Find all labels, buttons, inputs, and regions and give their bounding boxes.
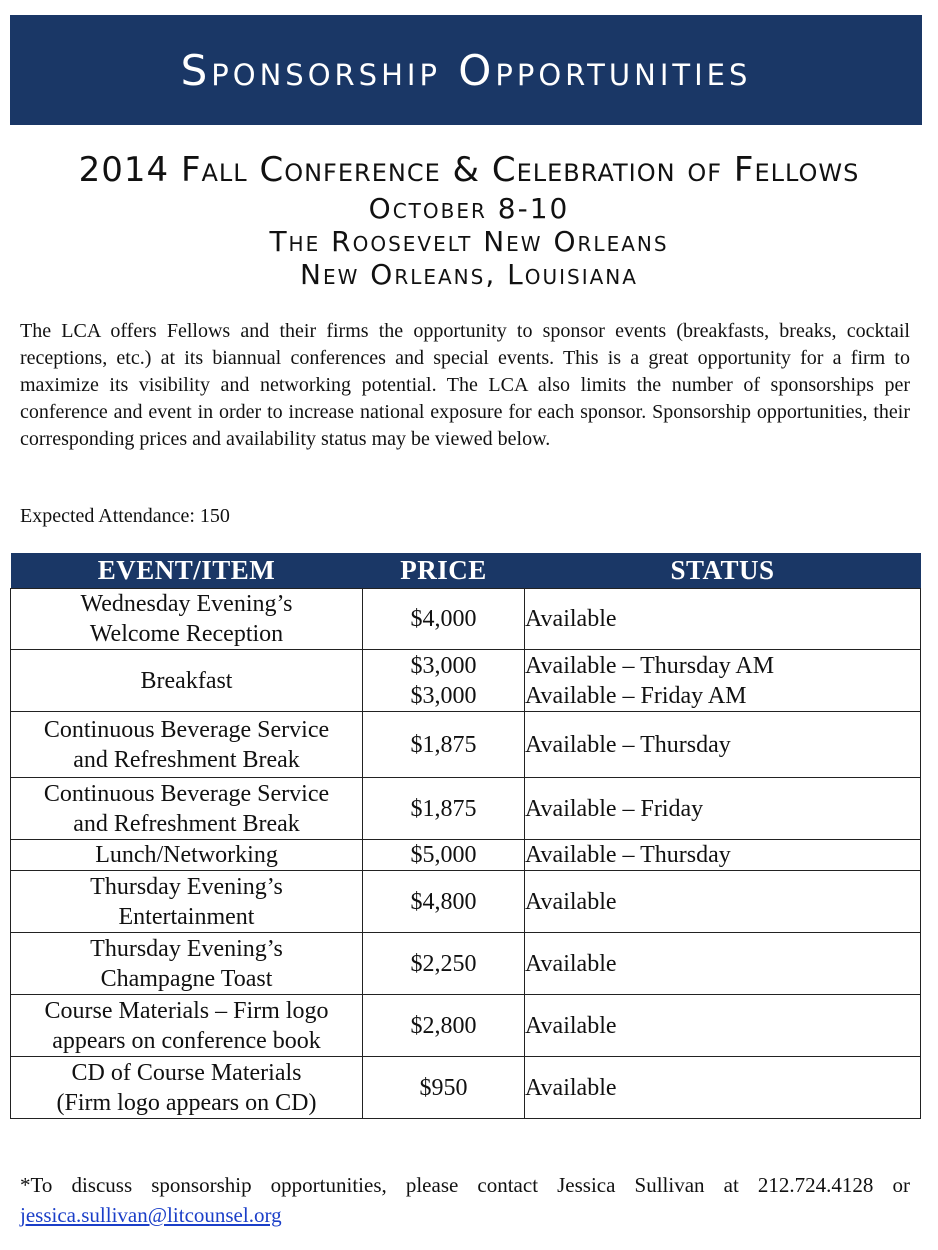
price-text: $4,000	[410, 606, 477, 632]
contact-email-line	[20, 1200, 282, 1230]
cell-item	[11, 871, 363, 933]
price-text: $4,800	[410, 888, 477, 915]
conference-venue: The Roosevelt New Orleans	[269, 225, 669, 258]
conference-title: 2014 Fall Conference & Celebration of Fellows	[78, 150, 860, 190]
price-text: $3,000	[410, 652, 477, 679]
contact-email-link[interactable]: jessica.sullivan@litcounsel.org	[20, 1203, 282, 1227]
status-text: Available – Thursday	[525, 842, 731, 868]
item-text: Entertainment	[118, 903, 255, 930]
page-title: Sponsorship Opportunities	[180, 45, 752, 95]
intro-paragraph: The LCA offers Fellows and their firms the opportunity to sponsor events (breakfasts, breaks, cocktail receptions, etc.) at its biannual conferences and special events. This is a great opportunity for a firm to maximize its visibility and networking potential. The LCA also limits the number of sponsorships per conference and event in order to increase national exposure for each sponsor. Sponsorship opportunities, their corresponding prices and availability status may be viewed below.	[20, 320, 910, 450]
price-text: $1,875	[410, 795, 477, 822]
item-text: Welcome Reception	[89, 621, 284, 647]
conference-location: New Orleans, Louisiana	[300, 258, 638, 291]
item-text: Continuous Beverage Service	[43, 716, 330, 743]
cell-item	[11, 650, 363, 712]
status-text: Available	[525, 1074, 617, 1101]
cell-price	[363, 650, 525, 712]
item-text: Lunch/Networking	[95, 842, 278, 868]
conference-heading	[0, 148, 938, 291]
status-text: Available	[525, 606, 617, 632]
price-text: $5,000	[410, 842, 477, 868]
cell-price	[363, 871, 525, 933]
header-status: STATUS	[525, 553, 921, 589]
cell-price	[363, 712, 525, 778]
cell-status	[525, 933, 921, 995]
price-text: $1,875	[410, 731, 477, 758]
item-text: (Firm logo appears on CD)	[56, 1089, 317, 1116]
cell-price	[363, 840, 525, 871]
cell-status	[525, 650, 921, 712]
price-text: $2,250	[410, 950, 477, 977]
cell-item	[11, 778, 363, 840]
status-text: Available – Thursday	[525, 731, 731, 758]
expected-attendance: Expected Attendance: 150	[20, 505, 230, 527]
cell-item	[11, 1057, 363, 1119]
item-text: Thursday Evening’s	[90, 935, 283, 962]
price-text: $950	[419, 1074, 468, 1101]
item-text: Breakfast	[140, 667, 233, 694]
table-row	[11, 933, 921, 995]
item-text: appears on conference book	[52, 1027, 321, 1054]
cell-price	[363, 995, 525, 1057]
cell-price	[363, 778, 525, 840]
header-event-item: EVENT/ITEM	[11, 553, 363, 589]
cell-status	[525, 712, 921, 778]
cell-price	[363, 589, 525, 650]
table-row	[11, 840, 921, 871]
item-text: and Refreshment Break	[73, 746, 300, 773]
cell-item	[11, 589, 363, 650]
cell-price	[363, 933, 525, 995]
header-price: PRICE	[363, 553, 525, 589]
cell-status	[525, 995, 921, 1057]
cell-status	[525, 1057, 921, 1119]
cell-status	[525, 840, 921, 871]
status-text: Available	[525, 1012, 617, 1039]
status-text: Available	[525, 950, 617, 977]
table-row	[11, 650, 921, 712]
title-banner	[10, 15, 922, 125]
table-row	[11, 589, 921, 650]
table-row	[11, 778, 921, 840]
table-header-row	[11, 553, 921, 589]
cell-price	[363, 1057, 525, 1119]
status-text: Available	[525, 888, 617, 915]
cell-item	[11, 995, 363, 1057]
status-text: Available – Thursday AM	[525, 652, 775, 679]
status-text: Available – Friday AM	[525, 682, 747, 709]
conference-dates: October 8-10	[368, 192, 570, 225]
sponsorship-table	[10, 553, 921, 1119]
table-row	[11, 1057, 921, 1119]
price-text: $3,000	[410, 682, 477, 709]
item-text: Thursday Evening’s	[90, 873, 283, 900]
cell-status	[525, 589, 921, 650]
cell-item	[11, 840, 363, 871]
item-text: CD of Course Materials	[71, 1059, 302, 1086]
contact-note: *To discuss sponsorship opportunities, please contact Jessica Sullivan at 212.724.4128 or	[20, 1173, 910, 1197]
cell-status	[525, 871, 921, 933]
table-row	[11, 995, 921, 1057]
cell-item	[11, 933, 363, 995]
table-row	[11, 712, 921, 778]
status-text: Available – Friday	[525, 795, 704, 822]
item-text: and Refreshment Break	[73, 810, 300, 837]
price-text: $2,800	[410, 1012, 477, 1039]
item-text: Champagne Toast	[100, 965, 273, 992]
item-text: Course Materials – Firm logo	[44, 997, 329, 1024]
cell-item	[11, 712, 363, 778]
item-text: Continuous Beverage Service	[43, 780, 330, 807]
cell-status	[525, 778, 921, 840]
item-text: Wednesday Evening’s	[80, 591, 293, 617]
table-row	[11, 871, 921, 933]
